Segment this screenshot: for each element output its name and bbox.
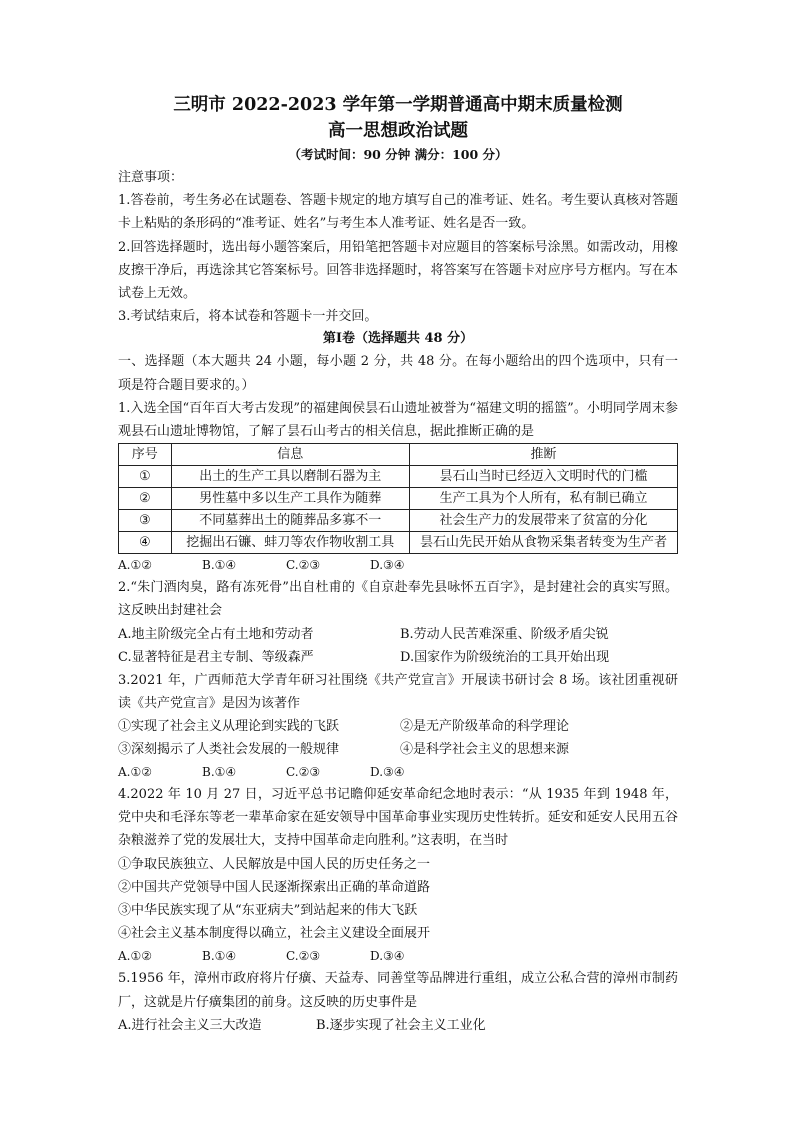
notice-item-3: 3.考试结束后，将本试卷和答题卡一并交回。: [118, 309, 378, 325]
table-header: 序号: [119, 444, 172, 466]
choice-3: ③中华民族实现了从“东亚病夫”到站起来的伟大飞跃: [118, 903, 418, 919]
table-cell: 昙石山先民开始从食物采集者转变为生产者: [409, 532, 677, 554]
table-row: [119, 488, 678, 510]
option-b: B.逐步实现了社会主义工业化: [316, 1017, 486, 1033]
table-cell: ①: [119, 466, 172, 488]
table-row: [119, 510, 678, 532]
exam-page: [118, 92, 678, 1037]
table-cell: 出土的生产工具以磨制石器为主: [171, 466, 409, 488]
q4-stem: 4.2022 年 10 月 27 日，习近平总书记瞻仰延安革命纪念地时表示：“从 1935 年到 1948 年，党中央和毛泽东等老一辈革命家在延安领导中国革命事业实现历史性转折。延安和延安人民用五谷杂粮滋养了党的发展壮大，支持中国革命走向胜利。”这表明，在当时: [118, 787, 678, 849]
option-b: B.①④: [202, 765, 237, 780]
part1-intro: 一、选择题（本大题共 24 小题，每小题 2 分，共 48 分。在每小题给出的四个选项中，只有一项是符合题目要求的。）: [118, 354, 678, 393]
option-a: A.进行社会主义三大改造: [118, 1017, 262, 1033]
option-d: D.③④: [370, 765, 405, 780]
option-c: C.②③: [286, 949, 321, 964]
table-header-row: [119, 444, 678, 466]
choice-2: ②中国共产党领导中国人民逐渐探索出正确的革命道路: [118, 879, 431, 895]
notice-heading: 注意事项：: [118, 170, 184, 185]
q3-options: [118, 761, 678, 783]
q4-options: [118, 945, 678, 967]
table-cell: 社会生产力的发展带来了贫富的分化: [409, 510, 677, 532]
option-b: B.①④: [202, 558, 237, 573]
choice-4: ④是科学社会主义的思想来源: [400, 742, 570, 758]
q3-choices-row-1: [118, 715, 678, 738]
table-row: [119, 466, 678, 488]
table-cell: ③: [119, 510, 172, 532]
table-header: 推断: [409, 444, 677, 466]
exam-title: 三明市 2022-2023 学年第一学期普通高中期末质量检测: [173, 95, 623, 115]
q5-stem: 5.1956 年，漳州市政府将片仔癀、天益寿、同善堂等品牌进行重组，成立公私合营的漳州市制药厂，这就是片仔癀集团的前身。这反映的历史事件是: [118, 971, 678, 1010]
option-a: A.①②: [118, 558, 152, 573]
table-cell: ④: [119, 532, 172, 554]
q2-options-row-2: [118, 646, 678, 669]
option-d: D.国家作为阶级统治的工具开始出现: [400, 649, 610, 665]
option-c: C.②③: [286, 765, 321, 780]
table-cell: 男性墓中多以生产工具作为随葬: [171, 488, 409, 510]
notice-item-2: 2.回答选择题时，选出每小题答案后，用铅笔把答题卡对应题目的答案标号涂黑。如需改动，用橡皮擦干净后，再选涂其它答案标号。回答非选择题时，将答案写在答题卡对应序号方框内。写在本试卷上无效。: [118, 239, 678, 302]
table-cell: 不同墓葬出土的随葬品多寡不一: [171, 510, 409, 532]
choice-1: ①实现了社会主义从理论到实践的飞跃: [118, 719, 340, 735]
q1-stem: 1.入选全国“百年百大考古发现”的福建闽侯昙石山遗址被誉为“福建文明的摇篮”。小明同学周末参观县石山遗址博物馆，了解了昙石山考古的相关信息，据此推断正确的是: [118, 400, 678, 440]
table-cell: 昙石山当时已经迈入文明时代的门槛: [409, 466, 677, 488]
q5-options: [118, 1014, 678, 1037]
table-cell: 挖掘出石镰、蚌刀等农作物收割工具: [171, 532, 409, 554]
option-a: A.①②: [118, 949, 152, 964]
option-d: D.③④: [370, 558, 405, 573]
q2-stem: 2.“朱门酒肉臭，路有冻死骨”出自杜甫的《自京赴奉先县咏怀五百字》，是封建社会的真实写照。这反映出封建社会: [118, 580, 678, 619]
table-cell: ②: [119, 488, 172, 510]
q1-table: [118, 443, 678, 554]
table-header: 信息: [171, 444, 409, 466]
table-row: [119, 532, 678, 554]
exam-subject: 高一思想政治试题: [328, 121, 468, 141]
option-b: B.①④: [202, 949, 237, 964]
choice-4: ④社会主义基本制度得以确立，社会主义建设全面展开: [118, 926, 431, 942]
notice-item-1: 1.答卷前，考生务必在试题卷、答题卡规定的地方填写自己的准考证、姓名。考生要认真核对答题卡上粘贴的条形码的“准考证、姓名”与考生本人准考证、姓名是否一致。: [118, 193, 678, 232]
q1-options: [118, 554, 678, 576]
q3-choices-row-2: [118, 738, 678, 761]
part1-heading: 第Ⅰ卷（选择题共 48 分）: [322, 331, 474, 347]
option-b: B.劳动人民苦难深重、阶级矛盾尖锐: [400, 626, 609, 642]
option-c: C.②③: [286, 558, 321, 573]
choice-2: ②是无产阶级革命的科学理论: [400, 719, 570, 735]
choice-1: ①争取民族独立、人民解放是中国人民的历史任务之一: [118, 856, 431, 872]
q3-stem: 3.2021 年，广西师范大学青年研习社围绕《共产党宣言》开展读书研讨会 8 场。该社团重视研读《共产党宣言》是因为该著作: [118, 672, 678, 711]
q2-options-row-1: [118, 623, 678, 646]
option-d: D.③④: [370, 949, 405, 964]
option-a: A.地主阶级完全占有土地和劳动者: [118, 626, 314, 642]
table-cell: 生产工具为个人所有，私有制已确立: [409, 488, 677, 510]
option-a: A.①②: [118, 765, 152, 780]
exam-info: （考试时间：90 分钟 满分：100 分）: [288, 147, 508, 162]
option-c: C.显著特征是君主专制、等级森严: [118, 649, 314, 665]
choice-3: ③深刻揭示了人类社会发展的一般规律: [118, 742, 340, 758]
